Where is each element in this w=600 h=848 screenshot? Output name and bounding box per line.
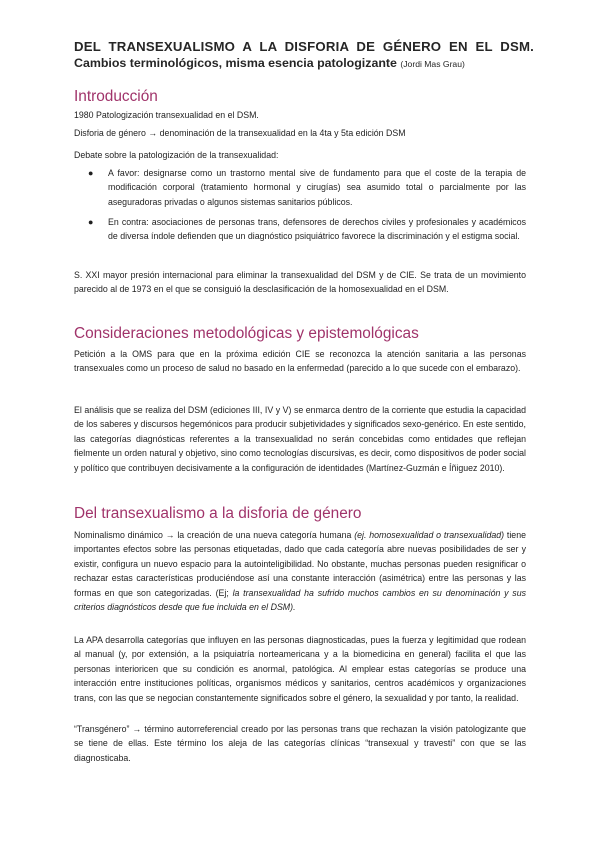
heading-consideraciones: Consideraciones metodológicas y epistemológicas [74,325,419,342]
nominalismo-text-b: tiene importantes efectos sobre las personas etiquetadas, dado que cada categoría abre nuevas posibilidades de ser y existir, configura un nuevo espacio para la autointeligibilidad. No obstante, muchas personas pueden resignificar o rechazar estas características produciéndose así una constante interacción (asimétrica) entre las personas y las formas en que son categorizadas. (Ej; [74,530,526,598]
intro-line-1980: 1980 Patologización transexualidad en el DSM. [74,110,259,120]
document-title: DEL TRANSEXUALISMO A LA DISFORIA DE GÉNERO EN EL DSM. [74,39,534,54]
bullet-en-contra: En contra: asociaciones de personas trans, defensores de derechos civiles y profesionales y académicos de diversa índole defienden que un diagnóstico psiquiátrico favorece la discriminación y el estigma social. [108,217,526,242]
document-subtitle [74,55,534,72]
paragraph-apa: La APA desarrolla categorías que influyen en las personas diagnosticadas, pues la fuerza y legitimidad que rodean al manual (y, por extensión, a la psiquiatría norteamericana y a la biomedicina en general) facilita el que las personas interioricen que su condición es anormal, patológica. Al emplear estas categorías se produce una interacción entre instituciones políticas, organismos médicos y sanitarios, centros académicos y organizaciones trans, con las que se negocian constantemente significados sobre el género, la sexualidad y por tanto, la realidad. [74,635,526,703]
heading-introduccion: Introducción [74,88,158,105]
title-block [74,38,534,72]
nominalismo-italic: (ej. homosexualidad o transexualidad) [354,530,505,540]
bullet-icon: ● [88,168,94,178]
bullet-icon: ● [88,217,94,227]
bullet-a-favor: A favor: designarse como un trastorno mental sive de fundamento para que el coste de la terapia de modificación corporal (tratamiento hormonal y cirugías) sea asumido total o parcialmente por las aseguradoras privadas o algunos sistemas sanitarios públicos. [108,168,526,207]
nominalismo-text-a: Nominalismo dinámico → la creación de una nueva categoría humana [74,530,352,540]
paragraph-siglo-xxi: S. XXI mayor presión internacional para eliminar la transexualidad del DSM y de CIE. Se trata de un movimiento parecido al de 1973 en el que se consiguió la desclasificación de la homosexualidad en el DSM. [74,270,526,295]
paragraph-nominalismo [74,528,526,614]
paragraph-analisis-dsm: El análisis que se realiza del DSM (ediciones III, IV y V) se enmarca dentro de la corriente que estudia la capacidad de los saberes y discursos hegemónicos para producir subjetividades y significados sexo-genérico. En este sentido, las categorías diagnósticas referentes a la transexualidad no serán concebidas como entidades que reflejan fielmente un orden natural y objetivo, sino como tecnologías discursivas, es decir, como dispositivos de poder social y político que contribuyen decisivamente a la configuración de identidades (Martínez-Guzmán e Íñiguez 2010). [74,405,526,473]
paragraph-peticion-oms: Petición a la OMS para que en la próxima edición CIE se reconozca la atención sanitaria a las personas transexuales como un proceso de salud no basado en la enfermedad (parecido a lo que sucede con el embarazo). [74,349,526,374]
heading-transexualismo-disforia: Del transexualismo a la disforia de género [74,505,362,522]
author: (Jordi Mas Grau) [400,59,465,69]
nominalismo-italic-2: la transexualidad ha sufrido muchos cambios en su denominación y sus criterios diagnósticos desde que fue incluida en el DSM). [74,587,526,613]
intro-line-disforia: Disforia de género → denominación de la transexualidad en la 4ta y 5ta edición DSM [74,128,406,138]
intro-debate: Debate sobre la patologización de la transexualidad: [74,150,279,160]
subtitle-text: Cambios terminológicos, misma esencia patologizante [74,56,397,70]
paragraph-transgenero: “Transgénero” → término autorreferencial creado por las personas trans que rechazan la visión patologizante que se tiene de ellas. Este término los aleja de las categorías clínicas “transexual y travesti” con que se las diagnosticaba. [74,724,526,763]
